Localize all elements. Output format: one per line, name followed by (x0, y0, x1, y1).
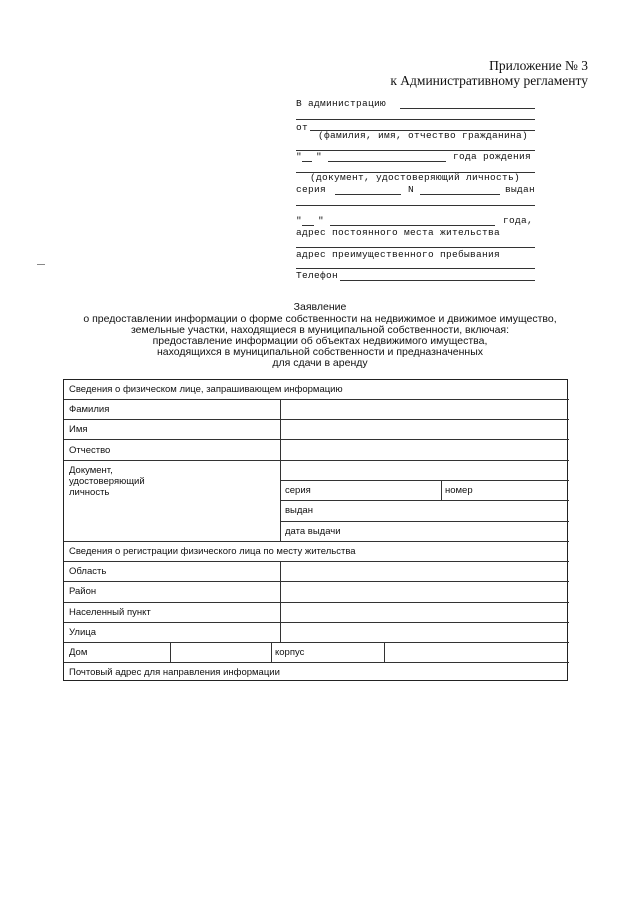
doc-series-label: серия (285, 485, 311, 496)
section-person-header: Сведения о физическом лице, запрашивающем информацию (69, 384, 343, 395)
house-label: Дом (69, 647, 88, 658)
temporary-address-label: адрес преимущественного пребывания (296, 249, 501, 260)
street-label: Улица (69, 627, 96, 638)
patronymic-label: Отчество (69, 445, 111, 456)
statement-heading: Заявление (293, 301, 347, 313)
phone-field[interactable] (340, 280, 535, 281)
document-label-line2: удостоверяющий (69, 476, 145, 487)
series-field[interactable] (335, 194, 401, 195)
doc-issued-label: выдан (285, 505, 313, 516)
birth-quote-open: " (296, 151, 303, 162)
admin-field-2[interactable] (296, 119, 535, 120)
admin-field[interactable] (400, 108, 535, 109)
issue-day-field[interactable] (302, 225, 314, 226)
phone-label: Телефон (296, 270, 339, 281)
year-suffix: года, (503, 215, 534, 226)
locality-label: Населенный пункт (69, 607, 151, 618)
name-label: Имя (69, 424, 88, 435)
building-label: корпус (275, 647, 305, 658)
series-label: серия (296, 184, 327, 195)
issued-label: выдан (505, 184, 536, 195)
statement-title-line: о предоставлении информации о форме собственности на недвижимое и движимое имущество, (83, 313, 557, 325)
number-label: N (408, 184, 415, 195)
birth-year-label: года рождения (453, 151, 532, 162)
fio-hint: (фамилия, имя, отчество гражданина) (318, 130, 529, 141)
birth-quote-close: " (316, 151, 323, 162)
birth-date-field[interactable] (328, 161, 446, 162)
statement-title-line: для сдачи в аренду (272, 357, 368, 369)
number-field[interactable] (420, 194, 500, 195)
issued-field[interactable] (296, 205, 535, 206)
temporary-address-field[interactable] (296, 268, 535, 269)
postal-address-label: Почтовый адрес для направления информации (69, 667, 280, 678)
document-label-line1: Документ, (69, 465, 113, 476)
section-registration-header: Сведения о регистрации физического лица по месту жительства (69, 546, 356, 557)
statement-title-line: находящихся в муниципальной собственности и предназначенных (156, 346, 484, 358)
from-label: от (296, 122, 309, 133)
district-label: Район (69, 586, 97, 597)
appendix-reference: к Административному регламенту (390, 73, 588, 88)
issue-quote-close: " (318, 215, 325, 226)
document-label-line3: личность (69, 487, 110, 498)
permanent-address-field[interactable] (296, 247, 535, 248)
doc-hint: (документ, удостоверяющий личность) (310, 172, 521, 183)
statement-title-line: земельные участки, находящиеся в муниципальной собственности, включая: (130, 324, 510, 336)
issue-date-field[interactable] (330, 225, 495, 226)
appendix-number: Приложение № 3 (489, 58, 588, 73)
margin-mark (37, 264, 45, 265)
doc-number-label: номер (445, 485, 473, 496)
doc-issue-date-label: дата выдачи (285, 526, 341, 537)
birth-day-field[interactable] (302, 161, 312, 162)
region-label: Область (69, 566, 107, 577)
issue-quote-open: " (296, 215, 303, 226)
permanent-address-label: адрес постоянного места жительства (296, 227, 501, 238)
statement-title-line: предоставление информации об объектах недвижимого имущества, (152, 335, 488, 347)
surname-label: Фамилия (69, 404, 110, 415)
to-admin-label: В администрацию (296, 98, 387, 109)
application-form-table (63, 379, 568, 681)
